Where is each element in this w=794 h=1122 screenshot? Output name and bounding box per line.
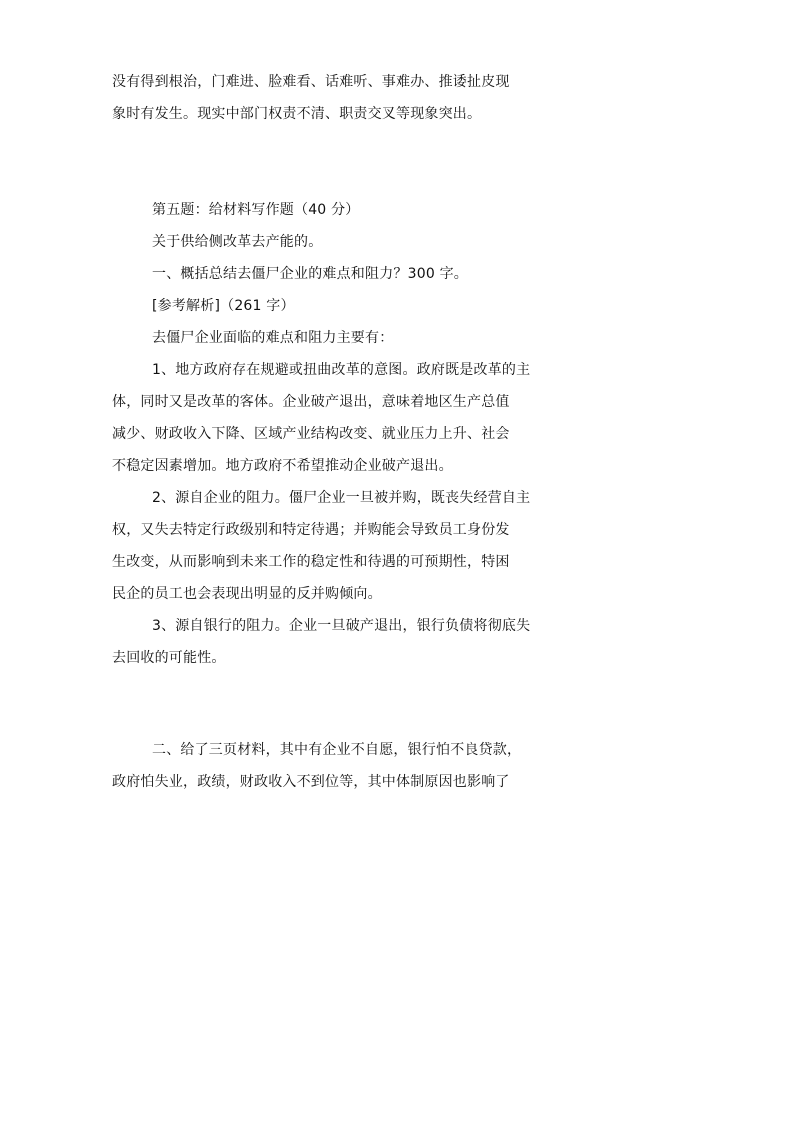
text-line: 象时有发生。现实中部门权责不清、职责交叉等现象突出。 <box>112 106 482 122</box>
point-one-line: 减少、财政收入下降、区域产业结构改变、就业压力上升、社会 <box>112 426 510 442</box>
point-one-line: 1、地方政府存在规避或扭曲改革的意图。政府既是改革的主 <box>152 362 531 378</box>
point-one-line: 不稳定因素增加。地方政府不希望推动企业破产退出。 <box>112 458 453 474</box>
point-two-line: 权，又失去特定行政级别和特定待遇；并购能会导致员工身份发 <box>112 522 510 538</box>
question-five-title: 第五题：给材料写作题（40 分） <box>152 202 360 218</box>
point-one-line: 体，同时又是改革的客体。企业破产退出，意味着地区生产总值 <box>112 394 510 410</box>
sub-question-one: 一、概括总结去僵尸企业的难点和阻力？300 字。 <box>152 266 468 282</box>
intro-paragraph <box>112 66 522 130</box>
point-two-line: 2、源自企业的阻力。僵尸企业一旦被并购，既丧失经营自主 <box>152 490 531 506</box>
point-three-line: 3、源自银行的阻力。企业一旦破产退出，银行负债将彻底失 <box>152 618 531 634</box>
point-two-line: 生改变，从而影响到未来工作的稳定性和待遇的可预期性，特困 <box>112 554 510 570</box>
sub-question-two <box>112 734 522 798</box>
point-two-line: 民企的员工也会表现出明显的反并购倾向。 <box>112 586 382 602</box>
question-five-topic: 关于供给侧改革去产能的。 <box>152 234 323 250</box>
point-three-line: 去回收的可能性。 <box>112 650 226 666</box>
text-line: 没有得到根治，门难进、脸难看、话难听、事难办、推诿扯皮现 <box>112 74 510 90</box>
reference-label: [参考解析]（261 字） <box>152 298 295 314</box>
question-five-section <box>112 194 531 674</box>
text-line: 二、给了三页材料，其中有企业不自愿，银行怕不良贷款， <box>152 742 522 758</box>
text-line: 政府怕失业，政绩，财政收入不到位等，其中体制原因也影响了 <box>112 774 510 790</box>
answer-summary: 去僵尸企业面临的难点和阻力主要有： <box>152 330 394 346</box>
